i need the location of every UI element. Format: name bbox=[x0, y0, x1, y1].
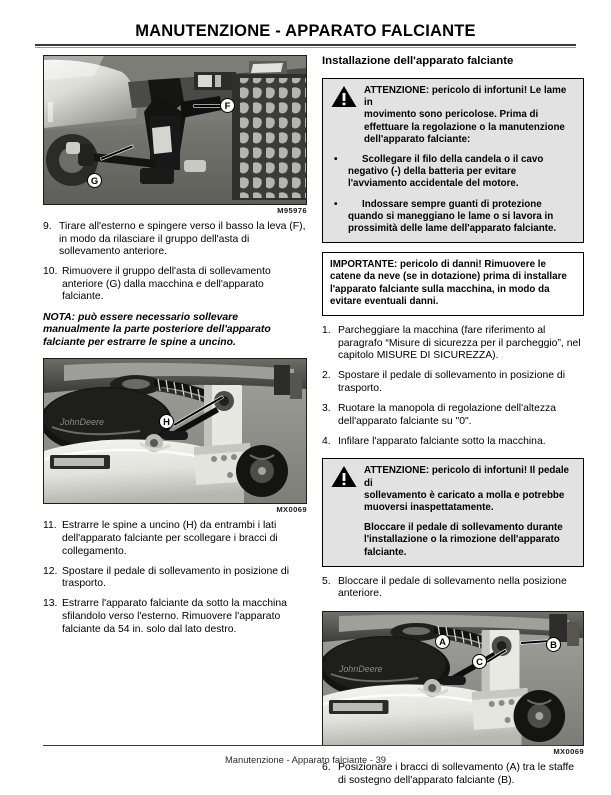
page-header bbox=[35, 22, 576, 40]
page-title: MANUTENZIONE - APPARATO FALCIANTE bbox=[135, 22, 476, 40]
step-11-number: 11. bbox=[43, 520, 57, 532]
warning-2-rest: sollevamento è caricato a molla e potrebbe muoversi inaspettatamente. bbox=[364, 489, 565, 513]
warning-callout-lift-pedal bbox=[322, 458, 584, 566]
step-2-number: 2. bbox=[322, 370, 331, 382]
warning-1-bullet-2 bbox=[330, 199, 576, 236]
step-12-text: Spostare il pedale di sollevamento in posizione di trasporto. bbox=[62, 565, 290, 590]
photo-lift-arms-and-support-brackets bbox=[323, 612, 583, 745]
figure-3-frame bbox=[322, 611, 584, 746]
step-13-number: 13. bbox=[43, 598, 58, 610]
paragraph-step-6 bbox=[322, 762, 584, 787]
paragraph-step-11 bbox=[43, 520, 307, 558]
warning-2-body bbox=[330, 465, 576, 558]
svg-text:JohnDeere: JohnDeere bbox=[338, 663, 383, 674]
step-2-text: Spostare il pedale di sollevamento in posizione di trasporto. bbox=[338, 370, 566, 394]
paragraph-step-5 bbox=[322, 576, 584, 601]
paragraph-step-13 bbox=[43, 598, 307, 636]
bullet-dot-icon: • bbox=[334, 198, 338, 210]
footer-rule bbox=[43, 745, 569, 746]
figure-front-lift-rod bbox=[43, 55, 307, 215]
step-3-number: 3. bbox=[322, 403, 331, 415]
figure-label-a: A bbox=[435, 634, 450, 649]
step-9-number: 9. bbox=[43, 221, 52, 232]
figure-hook-pin bbox=[43, 358, 307, 514]
paragraph-step-1 bbox=[322, 325, 584, 363]
paragraph-step-2 bbox=[322, 370, 584, 395]
warning-1-body bbox=[330, 85, 576, 235]
paragraph-note: NOTA: può essere necessario sollevare manualmente la parte posteriore dell'apparato falciante per estrarre le spine a uncino. bbox=[43, 311, 271, 348]
step-5-number: 5. bbox=[322, 575, 331, 587]
step-11-text: Estrarre le spine a uncino (H) da entrambi i lati dell'apparato falciante per scollegare i bracci di collegamento. bbox=[62, 520, 278, 557]
figure-1-frame bbox=[43, 55, 307, 205]
figure-3-code: MX0069 bbox=[553, 746, 584, 756]
step-1-number: 1. bbox=[322, 325, 331, 337]
paragraph-step-9 bbox=[43, 221, 307, 259]
step-13-text: Estrarre l'apparato falciante da sotto la macchina sfilandolo verso l'esterno. Rimuovere l'apparato falciante da 54 in. solo dal lato destro. bbox=[62, 598, 287, 635]
step-3-text: Ruotare la manopola di regolazione dell'altezza dell'apparato falciante su "0". bbox=[338, 403, 557, 427]
right-column bbox=[322, 55, 584, 795]
step-6-number: 6. bbox=[322, 761, 331, 773]
warning-triangle-icon bbox=[331, 465, 357, 488]
figure-2-code: MX0069 bbox=[276, 505, 307, 515]
step-1-text: Parcheggiare la macchina (fare riferimento al paragrafo “Misure di sicurezza per il parcheggio”, nel capitolo MISURE DI SICUREZZA). bbox=[338, 325, 581, 362]
warning-1-first-line bbox=[330, 85, 576, 109]
warning-1-line-1: ATTENZIONE: pericolo di infortuni! Le lame in bbox=[364, 85, 567, 109]
warning-2-first-line bbox=[330, 465, 576, 489]
warning-triangle-icon bbox=[331, 85, 357, 108]
warning-1-bullet-1 bbox=[330, 154, 576, 191]
photo-front-lift-rod-assembly bbox=[44, 56, 306, 204]
figure-label-c: C bbox=[472, 654, 487, 669]
step-10-number: 10. bbox=[43, 266, 58, 278]
paragraph-step-12 bbox=[43, 566, 307, 591]
warning-2-line-1: ATTENZIONE: pericolo di infortuni! Il pedale di bbox=[364, 465, 570, 489]
photo-hook-pin-detail bbox=[44, 359, 306, 503]
step-10-text: Rimuovere il gruppo dell'asta di sollevamento anteriore (G) dalla macchina e dell'apparato falciante. bbox=[62, 266, 271, 303]
important-callout-snow-chains bbox=[322, 252, 584, 316]
figure-label-b: B bbox=[546, 637, 561, 652]
left-column bbox=[43, 55, 307, 644]
warning-1-bullet-1-text: Scollegare il filo della candela o il cavo negativo (-) della batteria per evitare l'avviamento accidentale del motore. bbox=[348, 154, 544, 190]
figure-1-code: M95976 bbox=[277, 206, 307, 215]
figure-label-g: G bbox=[87, 173, 102, 188]
paragraph-step-3 bbox=[322, 403, 584, 428]
step-5-text: Bloccare il pedale di sollevamento nella posizione anteriore. bbox=[338, 575, 567, 600]
paragraph-step-10 bbox=[43, 266, 307, 304]
step-9-text: Tirare all'esterno e spingere verso il basso la leva (F), in modo da rilasciare il gruppo dell'asta di sollevamento anteriore. bbox=[59, 221, 306, 258]
section-heading-installazione: Installazione dell'apparato falciante bbox=[322, 55, 514, 67]
svg-text:JohnDeere: JohnDeere bbox=[60, 417, 105, 428]
warning-2-indent-paragraph: Bloccare il pedale di sollevamento durante l'installazione o la rimozione dell'apparato falciante. bbox=[364, 522, 563, 558]
important-1-body: IMPORTANTE: pericolo di danni! Rimuovere le catene da neve (se in dotazione) prima di installare l'apparato falciante sulla macchina, in modo da evitare eventuali danni. bbox=[330, 259, 567, 307]
figure-label-f: F bbox=[220, 98, 235, 113]
warning-1-rest: movimento sono pericolose. Prima di effettuare la regolazione o la manutenzione dell'apparato falciante: bbox=[364, 109, 565, 145]
warning-1-bullet-2-text: Indossare sempre guanti di protezione quando si maneggiano le lame o si lavora in prossimità delle lame dell'apparato falciante. bbox=[348, 198, 557, 235]
figure-label-h: H bbox=[159, 414, 174, 429]
step-6-text: Posizionare i bracci di sollevamento (A) tra le staffe di sostegno dell'apparato falciante (B). bbox=[338, 761, 575, 786]
footer-text: Manutenzione - Apparato falciante - 39 bbox=[224, 754, 387, 765]
header-rule-thin bbox=[35, 47, 576, 48]
step-4-number: 4. bbox=[322, 435, 331, 447]
bullet-dot-icon: • bbox=[334, 154, 338, 166]
step-12-number: 12. bbox=[43, 565, 58, 577]
step-4-text: Infilare l'apparato falciante sotto la macchina. bbox=[338, 435, 546, 447]
paragraph-step-4 bbox=[322, 436, 584, 449]
figure-lift-arms bbox=[322, 611, 584, 756]
header-rule bbox=[35, 44, 576, 48]
figure-2-frame bbox=[43, 358, 307, 504]
warning-callout-blades bbox=[322, 78, 584, 243]
